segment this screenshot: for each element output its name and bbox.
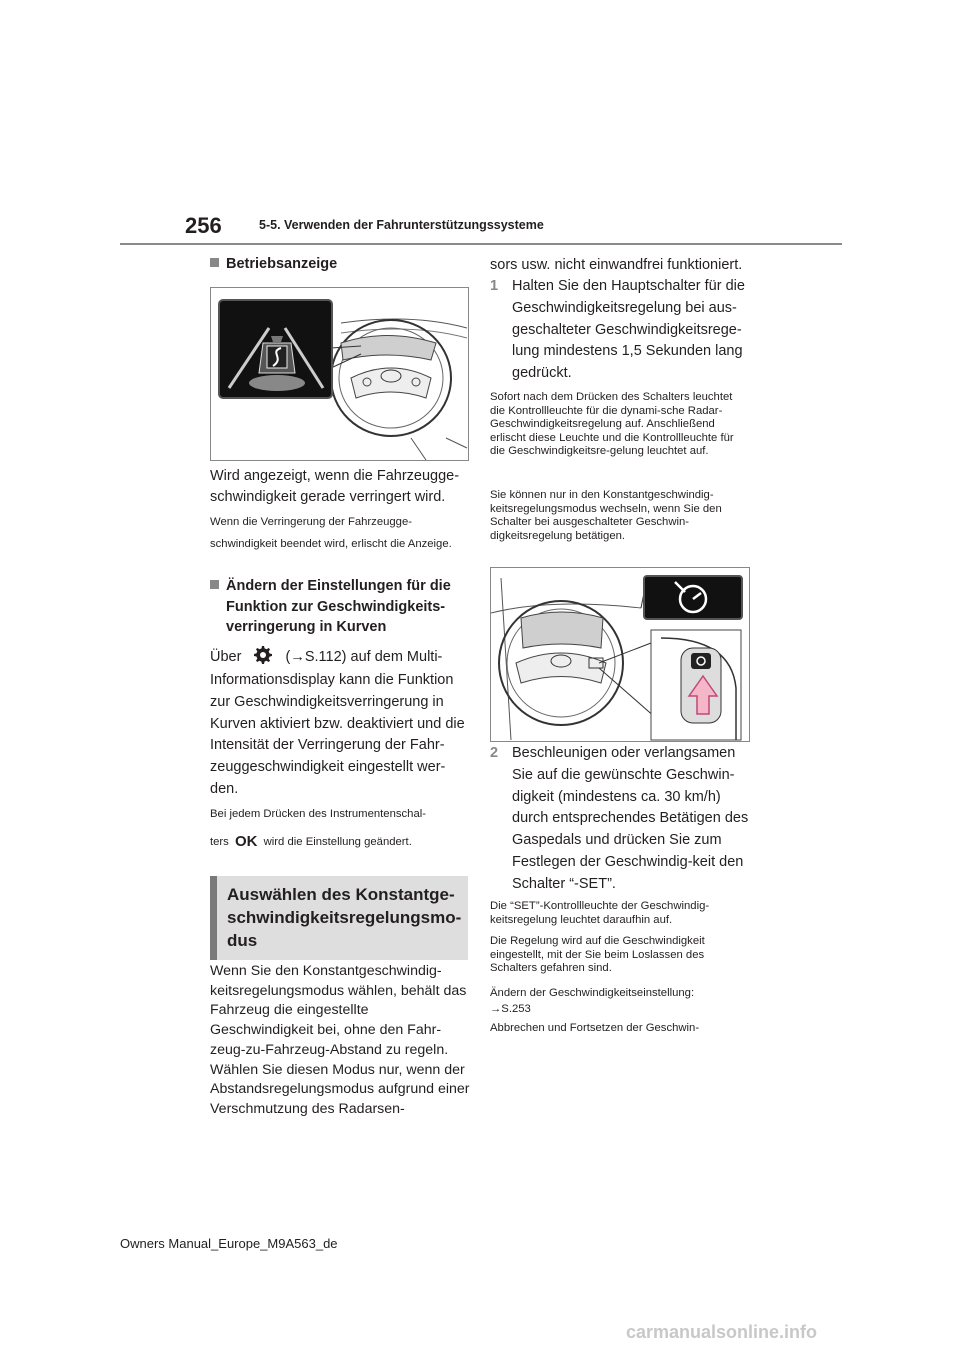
figure-main-switch bbox=[490, 567, 750, 742]
section-heading: Auswählen des Konstantge-schwindigkeitsregelungsmo-dus bbox=[210, 876, 468, 960]
steering-display-illustration bbox=[211, 288, 468, 460]
page-number: 256 bbox=[185, 213, 222, 238]
square-bullet-icon bbox=[210, 258, 219, 267]
steering-switch-illustration bbox=[491, 568, 749, 741]
note-cancel-resume: Abbrechen und Fortsetzen der Geschwin- bbox=[490, 1022, 700, 1034]
paragraph-continued: sors usw. nicht einwandfrei funktioniert. bbox=[490, 257, 743, 273]
paragraph-settings-line1: Über (→S.112) auf dem Multi- bbox=[210, 645, 472, 673]
note-indicator-off: Wenn die Verringerung der Fahrzeugge-schwindigkeit beendet wird, erlischt die Anzeige. bbox=[210, 516, 452, 550]
paragraph-settings: Informationsdisplay kann die Funktion zur Geschwindigkeitsverringerung in Kurven aktiviert bzw. deaktiviert und die Intensität der Verringerung der Fahr-zeuggeschwindigkeit eingestellt wer-den. bbox=[210, 672, 465, 797]
paragraph-constant-speed: Wenn Sie den Konstantgeschwindig-keitsregelungsmodus wählen, behält das Fahrzeug die eingestellte Geschwindigkeit bei, ohne den Fahr-zeug-zu-Fahrzeug-Abstand zu regeln. Wählen Sie diesen Modus nur, wenn der Abstandsregelungsmodus aufgrund einer Verschmutzung des Radarsen- bbox=[210, 963, 470, 1117]
paragraph-indicator-description: Wird angezeigt, wenn die Fahrzeugge-schwindigkeit gerade verringert wird. bbox=[210, 468, 460, 505]
note-indicator-lights: Sofort nach dem Drücken des Schalters leuchtet die Kontrollleuchte für die dynami-sche Radar-Geschwindigkeitsregelung auf. Anschließend erlischt diese Leuchte und die Kontrollleuchte für die Geschwindigkeitsre-gelung leuchtet auf. bbox=[490, 391, 734, 458]
chapter-title: 5-5. Verwenden der Fahrunterstützungssysteme bbox=[259, 218, 544, 232]
step-1: 1 Halten Sie den Hauptschalter für die Geschwindigkeitsregelung bei aus-geschalteter Geschwindigkeitsrege-lung mindestens 1,5 Sekunden lang gedrückt. bbox=[490, 278, 745, 382]
note-instrument-switch-b: ters OK wird die Einstellung geändert. bbox=[210, 833, 412, 850]
note-instrument-switch-a: Bei jedem Drücken des Instrumentenschal- bbox=[210, 808, 426, 820]
gear-icon bbox=[253, 645, 273, 673]
section-box-constant-speed bbox=[210, 876, 468, 960]
note-set-light: Die “SET”-Kontrollleuchte der Geschwindig-keitsregelung leuchtet daraufhin auf. bbox=[490, 900, 710, 926]
step-2: 2 Beschleunigen oder verlangsamen Sie auf die gewünschte Geschwin-digkeit (mindestens ca. 30 km/h) durch entsprechendes Betätigen des Gaspedals und drücken Sie zum Festlegen der Geschwindig-keit den Schalter “-SET”. bbox=[490, 745, 749, 892]
header-rule bbox=[120, 243, 842, 245]
note-change-speed: Ändern der Geschwindigkeitseinstellung: bbox=[490, 987, 695, 999]
note-change-speed-ref: →S.253 bbox=[490, 1003, 531, 1015]
watermark: carmanualsonline.info bbox=[626, 1322, 818, 1342]
note-speed-set: Die Regelung wird auf die Geschwindigkeit eingestellt, mit der Sie beim Loslassen des Schalters gefahren sind. bbox=[490, 935, 705, 975]
heading-change-settings: Ändern der Einstellungen für die Funktion zur Geschwindigkeits-verringerung in Kurven bbox=[210, 576, 488, 638]
figure-display-indicator bbox=[210, 287, 469, 461]
note-switch-mode: Sie können nur in den Konstantgeschwindig-keitsregelungsmodus wechseln, wenn Sie den Schalter bei ausgeschalteter Geschwin-digkeitsregelung betätigen. bbox=[490, 489, 722, 542]
step-number: 1 bbox=[490, 278, 499, 294]
heading-betriebsanzeige: Betriebsanzeige bbox=[210, 255, 472, 274]
ok-button-icon: OK bbox=[234, 833, 258, 850]
step-number: 2 bbox=[490, 745, 499, 761]
square-bullet-icon bbox=[210, 580, 219, 589]
footer-manual-id: Owners Manual_Europe_M9A563_de bbox=[120, 1236, 338, 1251]
